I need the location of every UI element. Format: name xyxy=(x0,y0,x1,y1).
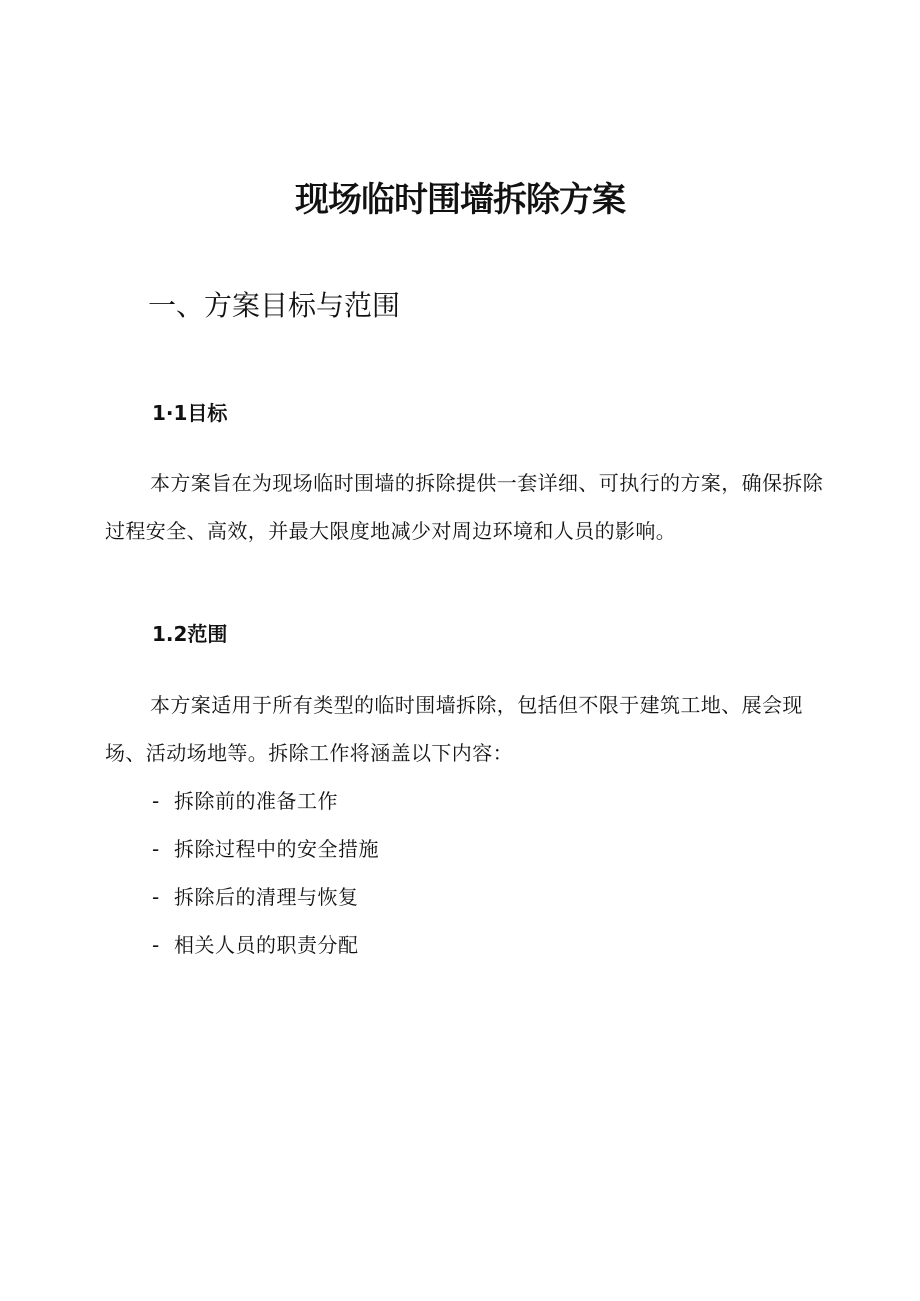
goal-paragraph: 本方案旨在为现场临时围墙的拆除提供一套详细、可执行的方案，确保拆除过程安全、高效，并最大限度地减少对周边环境和人员的影响。 xyxy=(105,471,824,543)
scope-paragraph: 本方案适用于所有类型的临时围墙拆除，包括但不限于建筑工地、展会现场、活动场地等。拆除工作将涵盖以下内容： xyxy=(105,693,803,765)
list-item xyxy=(152,825,379,873)
list-item xyxy=(152,921,379,969)
list-item-text: 拆除前的准备工作 xyxy=(174,789,338,813)
dash-marker: - xyxy=(152,789,160,813)
subsection-heading-goal: 1·1目标 xyxy=(152,401,228,425)
dash-marker: - xyxy=(152,933,160,957)
dash-marker: - xyxy=(152,885,160,909)
list-item-text: 相关人员的职责分配 xyxy=(174,933,359,957)
section-heading: 一、方案目标与范围 xyxy=(148,289,401,322)
list-item-text: 拆除后的清理与恢复 xyxy=(174,885,359,909)
list-item xyxy=(152,777,379,825)
document-title: 现场临时围墙拆除方案 xyxy=(295,180,625,220)
dash-marker: - xyxy=(152,837,160,861)
subsection-heading-scope: 1.2范围 xyxy=(152,622,228,646)
list-item xyxy=(152,873,379,921)
list-item-text: 拆除过程中的安全措施 xyxy=(174,837,379,861)
scope-list xyxy=(152,777,379,969)
